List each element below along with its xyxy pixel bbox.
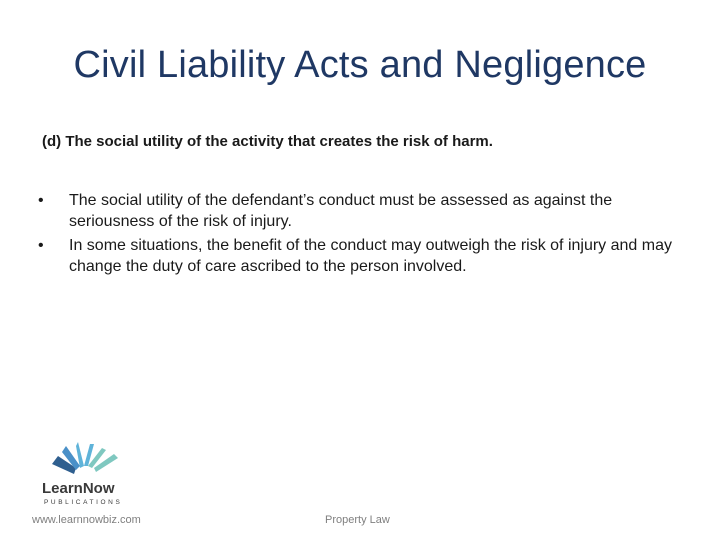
bullet-text: In some situations, the benefit of the conduct may outweigh the risk of injury and may change the duty of care ascribed to the person involved. bbox=[69, 237, 672, 275]
bullet-item bbox=[38, 235, 678, 277]
logo-name: LearnNow bbox=[42, 480, 115, 497]
bullet-item bbox=[38, 190, 678, 232]
footer-website: www.learnnowbiz.com bbox=[32, 514, 141, 526]
logo-tagline: PUBLICATIONS bbox=[44, 499, 123, 506]
bullet-marker: • bbox=[38, 237, 44, 254]
slide-subheading: (d) The social utility of the activity that creates the risk of harm. bbox=[42, 133, 493, 150]
footer-subject: Property Law bbox=[325, 514, 390, 526]
book-logo-icon bbox=[38, 438, 138, 508]
slide-title: Civil Liability Acts and Negligence bbox=[73, 44, 647, 86]
learnnow-logo bbox=[38, 438, 138, 508]
bullet-marker: • bbox=[38, 192, 44, 209]
bullet-list bbox=[38, 190, 678, 280]
bullet-text: The social utility of the defendant’s conduct must be assessed as against the seriousness of the risk of injury. bbox=[69, 192, 613, 230]
